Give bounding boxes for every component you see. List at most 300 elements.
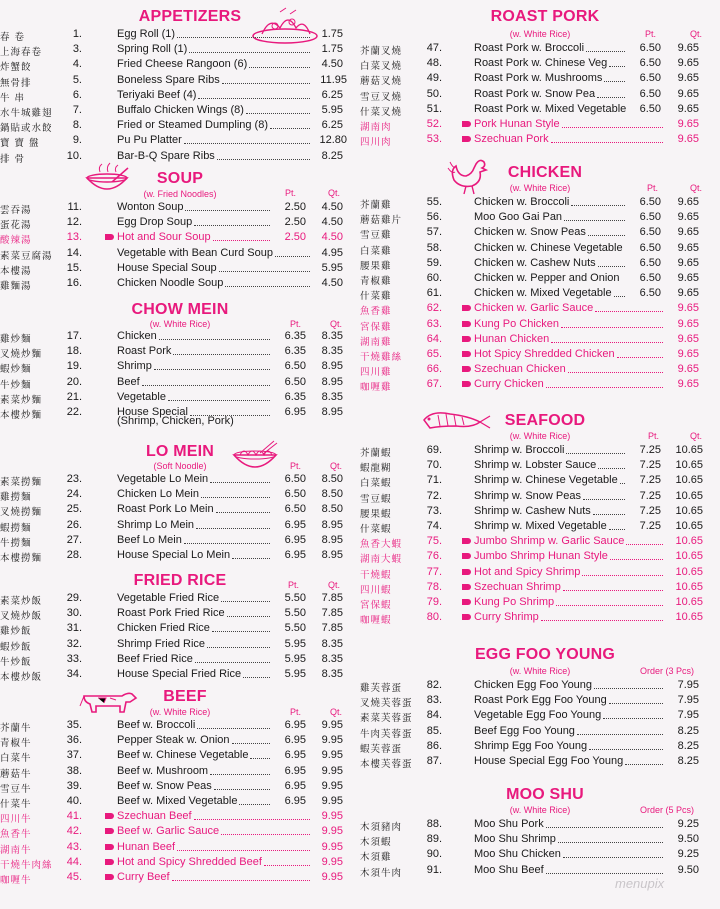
item-chinese-name: 白菜牛 [0, 753, 32, 765]
item-chinese-name: 魚香牛 [0, 829, 32, 841]
item-price: 8.35 [321, 390, 343, 403]
leader-dots [142, 376, 270, 386]
item-number: 78. [426, 580, 442, 593]
leader-dots [196, 519, 270, 529]
menu-item-row [360, 378, 720, 393]
item-price-pint: 6.50 [639, 87, 661, 100]
menu-item-row [360, 550, 720, 565]
menu-item-row [360, 490, 720, 505]
leader-dots [198, 89, 310, 99]
item-price: 4.50 [321, 201, 343, 213]
item-price: 8.25 [677, 739, 699, 752]
item-chinese-name: 雞炒飯 [0, 626, 32, 638]
item-chinese-name: 上海春卷 [0, 47, 43, 59]
item-chinese-name: 四川雞 [360, 367, 392, 379]
item-number: 52. [426, 118, 442, 130]
item-price-pint: 2.50 [284, 216, 306, 229]
item-name: Roast Pork w. Mushrooms [474, 72, 603, 85]
menu-item-row [360, 133, 720, 148]
leader-dots [184, 134, 310, 144]
item-name: Shrimp Fried Rice [117, 637, 206, 650]
item-price: 9.95 [321, 719, 343, 731]
friedrice-qt-header: Qt. [328, 580, 341, 590]
leader-dots [546, 818, 663, 828]
item-name: Kung Po Shrimp [474, 596, 555, 608]
leader-dots [564, 211, 625, 221]
item-number: 87. [426, 755, 442, 767]
item-number: 60. [426, 272, 442, 284]
leader-dots [563, 848, 663, 858]
item-chinese-name: 芥蘭雞 [360, 200, 392, 211]
item-price: 8.95 [321, 518, 343, 531]
item-chinese-name: 湖南肉 [360, 122, 392, 133]
leader-dots [617, 348, 663, 358]
item-price: 9.65 [677, 42, 699, 54]
hot-pepper-icon [462, 538, 471, 544]
item-price: 9.95 [321, 734, 343, 747]
leader-dots [566, 444, 625, 454]
item-price: 9.95 [321, 779, 343, 792]
item-name: Chicken [117, 330, 157, 342]
leader-dots [172, 871, 310, 881]
item-name: Jumbo Shrimp w. Garlic Sauce [474, 535, 625, 548]
item-price-pint: 7.25 [639, 474, 661, 487]
menu-item-row [360, 520, 720, 535]
menu-item-row [360, 57, 720, 72]
menu-item-row [360, 242, 720, 257]
menu-item-row [0, 519, 355, 534]
item-price: 9.65 [677, 226, 699, 239]
leader-dots [598, 257, 625, 267]
item-price: 9.65 [677, 196, 699, 208]
menu-item-row [0, 856, 355, 871]
leader-dots [546, 864, 663, 874]
item-price-pint: 6.50 [639, 256, 661, 269]
leader-dots [586, 42, 625, 52]
menu-item-row [0, 150, 355, 165]
item-price-pint: 6.95 [284, 406, 306, 418]
menu-item-row [360, 363, 720, 378]
chicken-qt-header: Qt. [690, 183, 703, 193]
leader-dots [221, 825, 310, 835]
item-price-pint: 6.95 [284, 719, 306, 731]
item-price-pint: 6.50 [639, 57, 661, 70]
item-chinese-name: 湖南雞 [360, 336, 392, 348]
item-name: Egg Roll (1) [117, 28, 176, 40]
item-chinese-name: 本樓芙蓉蛋 [360, 759, 413, 770]
eggfooyoung-subtitle: (w. White Rice) [509, 666, 571, 676]
item-chinese-name: 叉燒芙蓉蛋 [360, 698, 413, 710]
item-price-pint: 6.50 [284, 503, 306, 516]
item-price: 9.65 [677, 272, 699, 284]
item-price: 9.50 [677, 833, 699, 846]
item-chinese-name: 魚香大蝦 [360, 539, 403, 551]
item-price-pint: 6.95 [284, 549, 306, 561]
item-chinese-name: 炸蟹餃 [0, 62, 32, 74]
item-price: 5.95 [321, 261, 343, 274]
item-chinese-name: 蘑菇雞片 [360, 215, 403, 227]
item-number: 26. [66, 518, 82, 531]
menu-item-row [0, 28, 355, 43]
leader-dots [154, 360, 270, 370]
item-chinese-name: 牛肉芙蓉蛋 [360, 728, 413, 740]
leader-dots [177, 28, 310, 38]
item-chinese-name: 雪豆牛 [0, 783, 32, 795]
item-price-pint: 2.50 [284, 231, 306, 244]
menu-item-row [360, 474, 720, 489]
item-price: 7.85 [321, 592, 343, 604]
hot-pepper-icon [462, 569, 471, 575]
item-chinese-name: 腰果雞 [360, 260, 392, 272]
leader-dots [614, 287, 625, 297]
item-price: 8.50 [321, 473, 343, 485]
menu-item-row [360, 505, 720, 520]
item-name: Vegetable Fried Rice [117, 592, 220, 604]
item-number: 12. [66, 216, 82, 229]
hot-pepper-icon [462, 553, 471, 559]
item-price: 8.35 [321, 652, 343, 665]
shrimp-icon [420, 408, 492, 439]
item-name: Chicken w. Garlic Sauce [474, 302, 594, 315]
item-name: Moo Shu Pork [474, 818, 544, 830]
item-number: 39. [66, 779, 82, 792]
leader-dots [546, 378, 663, 388]
menu-item-row [360, 257, 720, 272]
menu-item-row [0, 622, 355, 637]
menu-item-row [0, 277, 355, 292]
seafood-subtitle: (w. White Rice) [509, 431, 571, 441]
item-chinese-name: 什菜牛 [0, 799, 32, 810]
item-chinese-name: 素菜炒飯 [0, 596, 43, 607]
menu-item-row [360, 333, 720, 348]
item-price: 10.65 [675, 504, 703, 517]
roastpork-pt-header: Pt. [645, 29, 657, 39]
item-chinese-name: 雞撈麵 [0, 492, 32, 504]
item-price: 9.65 [677, 317, 699, 330]
item-name: House Special Lo Mein [117, 549, 231, 561]
item-number: 30. [66, 607, 82, 620]
menu-item-row [360, 535, 720, 550]
lomein-subtitle: (Soft Noodle) [153, 461, 207, 471]
item-price: 9.50 [677, 863, 699, 876]
item-price: 9.65 [677, 133, 699, 146]
menu-item-row [0, 330, 355, 345]
item-chinese-name: 什菜雞 [360, 291, 392, 303]
leader-dots [213, 231, 270, 241]
item-name: Chicken Fried Rice [117, 622, 210, 635]
roastpork-qt-header: Qt. [690, 29, 703, 39]
leader-dots [212, 622, 270, 632]
seafood-title: SEAFOOD [504, 412, 586, 429]
item-name: Roast Pork Lo Mein [117, 503, 214, 516]
item-price: 8.25 [677, 724, 699, 737]
leader-dots [159, 330, 270, 340]
menu-item-row [360, 196, 720, 211]
item-price: 8.25 [677, 755, 699, 767]
item-price: 10.65 [675, 459, 703, 472]
item-number: 43. [66, 840, 82, 853]
item-number: 86. [426, 739, 442, 752]
leader-dots [194, 810, 310, 820]
item-number: 84. [426, 709, 442, 722]
leader-dots [173, 345, 270, 355]
item-name: Hot and Spicy Shredded Beef [117, 855, 262, 868]
item-number: 66. [426, 363, 442, 376]
item-chinese-name: 咖喱蝦 [360, 615, 392, 627]
seafood-qt-header: Qt. [690, 431, 703, 441]
item-price-pint: 6.50 [284, 488, 306, 501]
item-number: 50. [426, 87, 442, 100]
leader-dots [556, 596, 663, 606]
leader-dots [609, 520, 625, 530]
item-number: 25. [66, 503, 82, 516]
item-name: Curry Beef [117, 871, 170, 883]
leader-dots [249, 58, 310, 68]
leader-dots [194, 216, 270, 226]
menu-item-row [360, 679, 720, 694]
item-price-pint: 6.50 [639, 287, 661, 300]
mooshu-order-header: Order (5 Pcs) [640, 805, 695, 815]
item-price: 9.65 [677, 87, 699, 100]
item-number: 64. [426, 332, 442, 345]
menu-item-row [0, 134, 355, 149]
item-price-pint: 6.50 [284, 360, 306, 373]
leader-dots [593, 505, 625, 515]
leader-dots [225, 277, 310, 287]
menu-item-row [0, 473, 355, 488]
item-number: 56. [426, 211, 442, 224]
item-name: Hot and Sour Soup [117, 231, 211, 244]
item-chinese-name: 湖南大蝦 [360, 554, 403, 566]
item-price-pint: 6.50 [639, 241, 661, 254]
item-chinese-name: 雞麵湯 [0, 281, 32, 292]
item-price: 10.65 [675, 580, 703, 593]
leader-dots [582, 566, 663, 576]
item-chinese-name: 蝦炒麵 [0, 364, 32, 376]
menu-item-row [0, 488, 355, 503]
menu-item-row [0, 74, 355, 89]
item-number: 69. [426, 444, 442, 456]
menu-item-row [0, 653, 355, 668]
menu-item-row [360, 226, 720, 241]
menu-item-row [0, 871, 355, 886]
item-price-pint: 7.25 [639, 520, 661, 532]
item-price: 12.80 [319, 134, 347, 147]
item-price-pint: 6.50 [284, 375, 306, 388]
leader-dots [201, 488, 270, 498]
item-price: 4.50 [321, 58, 343, 71]
item-number: 71. [426, 474, 442, 487]
leader-dots [243, 668, 270, 678]
leader-dots [189, 43, 310, 53]
item-price: 6.25 [321, 119, 343, 132]
item-number: 34. [66, 668, 82, 680]
item-name: Beef w. Snow Peas [117, 779, 212, 792]
item-name: Teriyaki Beef (4) [117, 88, 197, 101]
item-name: Hunan Beef [117, 840, 176, 853]
hot-pepper-icon [105, 828, 114, 834]
menu-item-row [0, 719, 355, 734]
item-number: 61. [426, 287, 442, 300]
item-chinese-name: 素菜炒麵 [0, 394, 43, 406]
item-price: 10.65 [675, 520, 703, 532]
friedrice-title: FRIED RICE [133, 572, 227, 589]
item-number: 3. [72, 43, 82, 56]
item-name: Jumbo Shrimp Hunan Style [474, 550, 608, 563]
item-number: 28. [66, 549, 82, 561]
item-price: 9.95 [321, 810, 343, 823]
item-name: Szechuan Chicken [474, 363, 566, 376]
item-price: 9.95 [321, 855, 343, 868]
watermark: menupix [615, 876, 665, 891]
menu-item-row [0, 231, 355, 246]
item-chinese-name: 雪豆蝦 [360, 493, 392, 505]
item-number: 82. [426, 679, 442, 691]
hot-pepper-icon [462, 381, 471, 387]
item-number: 49. [426, 72, 442, 85]
item-number: 59. [426, 256, 442, 269]
chowmein-title: CHOW MEIN [131, 301, 229, 318]
item-chinese-name: 蝦龍糊 [360, 463, 392, 475]
item-price: 7.95 [677, 694, 699, 707]
item-price: 8.35 [321, 637, 343, 650]
leader-dots [275, 247, 310, 257]
item-number: 5. [72, 73, 82, 86]
item-chinese-name: 咖喱牛 [0, 875, 32, 886]
item-price: 8.95 [321, 406, 343, 418]
item-number: 37. [66, 749, 82, 762]
item-number: 83. [426, 694, 442, 707]
item-chinese-name: 鍋貼或水餃 [0, 123, 53, 135]
item-chinese-name: 叉燒炒麵 [0, 349, 43, 361]
item-chinese-name: 干燒牛肉絲 [0, 859, 53, 871]
leader-dots [250, 749, 270, 759]
item-price: 9.65 [677, 241, 699, 254]
item-number: 18. [66, 345, 82, 358]
item-chinese-name: 蛋花湯 [0, 220, 32, 232]
item-price: 9.65 [677, 348, 699, 360]
leader-dots [551, 133, 663, 143]
menu-item-row [0, 262, 355, 277]
leader-dots [626, 535, 663, 545]
item-chinese-name: 湖南牛 [0, 844, 32, 856]
item-price: 10.65 [675, 489, 703, 502]
item-price: 8.95 [321, 549, 343, 561]
item-number: 32. [66, 637, 82, 650]
item-name: Szechuan Shrimp [474, 580, 561, 593]
leader-dots [604, 72, 625, 82]
leader-dots [217, 150, 310, 160]
item-number: 67. [426, 378, 442, 391]
item-price-pint: 6.50 [639, 42, 661, 54]
item-number: 14. [66, 246, 82, 259]
item-number: 1. [72, 28, 82, 40]
item-chinese-name: 叉燒撈麵 [0, 507, 43, 519]
item-price: 9.65 [677, 57, 699, 70]
item-chinese-name: 腰果蝦 [360, 508, 392, 520]
item-price: 8.95 [321, 533, 343, 546]
leader-dots [568, 363, 663, 373]
item-price-pint: 6.95 [284, 779, 306, 792]
chowmein-house-special-note: (Shrimp, Chicken, Pork) [117, 415, 234, 427]
item-chinese-name: 叉燒炒飯 [0, 611, 43, 623]
item-name: Chicken w. Pepper and Onion [474, 272, 620, 284]
item-price: 9.95 [321, 871, 343, 883]
leader-dots [609, 57, 625, 67]
menu-item-row [360, 818, 720, 833]
leader-dots [610, 550, 663, 560]
item-price-pint: 6.50 [639, 72, 661, 85]
item-price-pint: 6.95 [284, 749, 306, 762]
item-name: Beef w. Mixed Vegetable [117, 795, 238, 807]
item-price: 1.75 [321, 28, 343, 40]
leader-dots [563, 581, 663, 591]
item-number: 9. [72, 134, 82, 147]
beef-title: BEEF [163, 688, 207, 705]
item-name: Chicken w. Mixed Vegetable [474, 287, 612, 300]
leader-dots [216, 503, 270, 513]
item-chinese-name: 四川肉 [360, 137, 392, 149]
mooshu-title: MOO SHU [506, 786, 584, 803]
item-price: 7.85 [321, 622, 343, 635]
hot-pepper-icon [462, 121, 471, 127]
chicken-title: CHICKEN [507, 164, 583, 181]
hot-pepper-icon [105, 859, 114, 865]
leader-dots [541, 611, 663, 621]
item-number: 13. [66, 231, 82, 244]
item-chinese-name: 雞炒麵 [0, 334, 32, 345]
item-chinese-name: 蝦芙蓉蛋 [360, 743, 403, 755]
item-chinese-name: 蘑菇牛 [0, 768, 32, 780]
item-number: 20. [66, 375, 82, 388]
menu-item-row [360, 459, 720, 474]
menu-item-row [360, 211, 720, 226]
menu-item-row [0, 503, 355, 518]
item-chinese-name: 雞芙蓉蛋 [360, 683, 403, 694]
leader-dots [594, 679, 663, 689]
leader-dots [197, 719, 270, 729]
item-price: 8.95 [321, 375, 343, 388]
item-price-pint: 6.50 [639, 272, 661, 284]
item-price: 9.65 [677, 102, 699, 115]
menu-item-row [360, 581, 720, 596]
item-name: Beef Lo Mein [117, 533, 182, 546]
item-chinese-name: 芥蘭蝦 [360, 448, 392, 459]
item-price-pint: 5.95 [284, 668, 306, 680]
item-number: 63. [426, 317, 442, 330]
hot-pepper-icon [462, 351, 471, 357]
item-chinese-name: 牛 串 [0, 92, 26, 104]
menu-item-row [0, 668, 355, 683]
item-chinese-name: 芥蘭叉燒 [360, 46, 403, 57]
item-chinese-name: 咖喱雞 [360, 382, 392, 394]
item-chinese-name: 魚香雞 [360, 306, 392, 318]
beef-pt-header: Pt. [290, 707, 302, 717]
chowmein-pt-header: Pt. [290, 319, 302, 329]
menu-item-row [360, 88, 720, 103]
item-chinese-name: 白菜雞 [360, 245, 392, 257]
item-name: House Special Soup [117, 261, 217, 274]
item-name: Moo Shu Beef [474, 863, 544, 876]
item-price-pint: 6.50 [639, 226, 661, 239]
item-price-pint: 6.35 [284, 330, 306, 342]
leader-dots [603, 709, 663, 719]
item-name: Shrimp w. Lobster Sauce [474, 459, 597, 472]
item-name: Beef [117, 375, 140, 388]
hot-pepper-icon [462, 584, 471, 590]
item-number: 72. [426, 489, 442, 502]
item-chinese-name: 青椒雞 [360, 276, 392, 287]
